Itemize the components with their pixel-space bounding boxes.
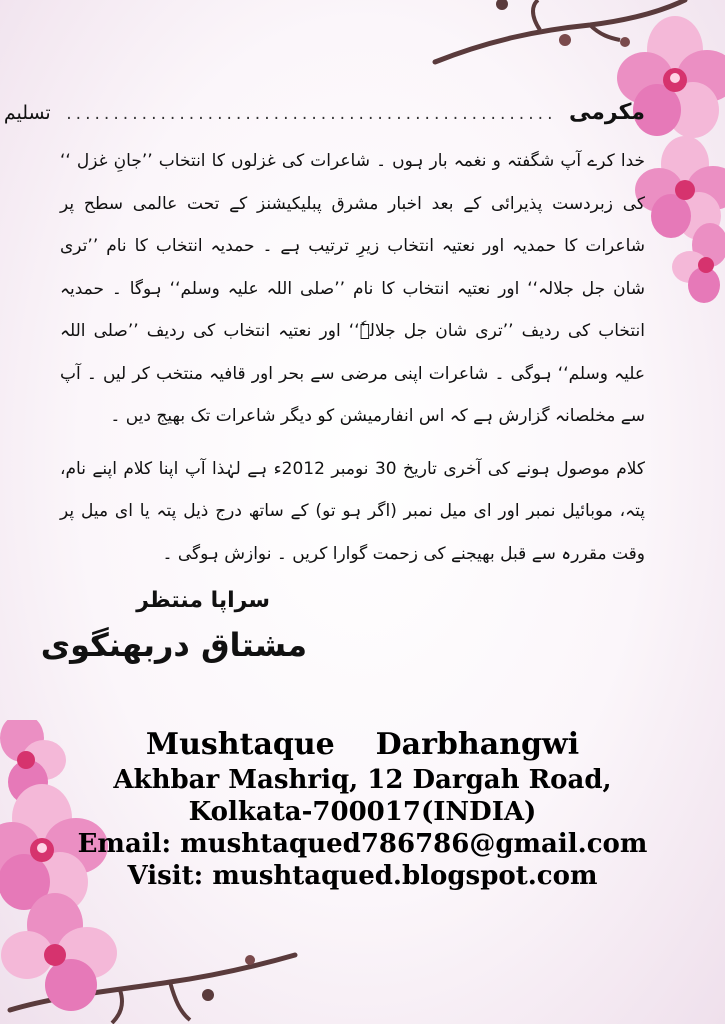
address-line-1: Akhbar Mashriq, 12 Dargah Road, — [113, 765, 612, 795]
salutation-line — [3, 100, 645, 140]
email-line — [0, 828, 725, 860]
sender-name-urdu: مشتاق دربھنگوی — [40, 626, 307, 664]
paragraph-submission: کلام موصول ہونے کی آخری تاریخ 30 نومبر 2012ء ہے لہٰذا آپ اپنا کلام اپنے نام، پتہ، موبائیل نمبر اور ای میل نمبر (اگر ہو تو) کے ساتھ درج ذیل پتہ یا ای میل پر وقت مقررہ سے قبل بھیجنے کی زحمت گوارا کریں ۔ نوازش ہوگی ۔ — [60, 458, 645, 564]
letter-body — [3, 100, 645, 575]
email-address[interactable]: mushtaqued786786@gmail.com — [180, 829, 648, 859]
sender-name: Mushtaque Darbhangwi — [145, 727, 580, 762]
sign-off: سراپا منتظر — [136, 588, 270, 613]
email-label: Email: — [77, 829, 172, 859]
salutation: مکرمی — [569, 100, 645, 125]
website-label: Visit: — [127, 861, 204, 891]
paragraph-announcement: خدا کرے آپ شگفتہ و نغمہ بار ہوں ۔ شاعرات کی غزلوں کا انتخاب ’’جانِ غزل ‘‘ کی زبردست پذیرائی کے بعد اخبار مشرق پبلیکیشنز کے تحت عالمی سطح پر شاعرات کا حمدیہ اور نعتیہ انتخاب زیرِ ترتیب ہے ۔ حمدیہ انتخاب کا نام ’’تری شان جل جلالہ‘‘ اور نعتیہ انتخاب کا نام ’’صلی اللہ علیہ وسلم‘‘ ہوگا ۔ حمدیہ انتخاب کی ردیف ’’تری شان جل جلالہٗ‘‘ اور نعتیہ انتخاب کی ردیف ’’صلی اللہ علیہ وسلم‘‘ ہوگی ۔ شاعرات اپنی مرضی سے بحر اور قافیہ منتخب کر لیں ۔ آپ سے مخلصانہ گزارش ہے کہ اس انفارمیشن کو دیگر شاعرات تک بھیج دیں ۔ — [60, 151, 645, 426]
address-line-2: Kolkata-700017(INDIA) — [188, 797, 537, 827]
contact-footer — [0, 726, 725, 892]
blank-line: .................................................... — [64, 107, 556, 123]
closing-greeting: تسلیم — [3, 102, 51, 124]
website-link[interactable]: mushtaqued.blogspot.com — [212, 861, 598, 891]
website-line — [0, 860, 725, 892]
